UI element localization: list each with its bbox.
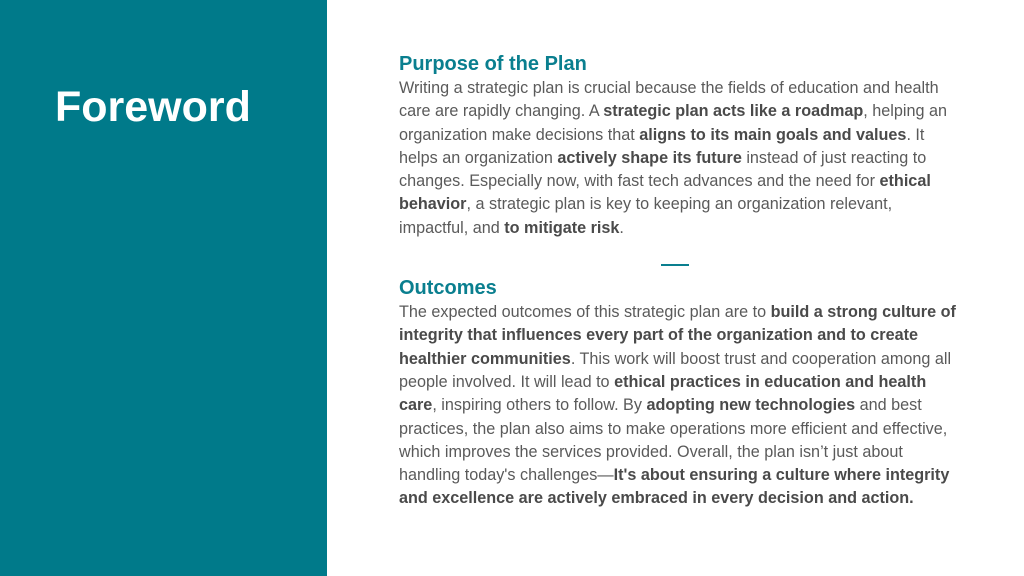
outcomes-section <box>399 276 959 511</box>
emphasis-text: strategic plan acts like a roadmap <box>603 102 864 121</box>
purpose-section <box>399 52 959 240</box>
section-divider <box>661 264 689 266</box>
body-text: . It helps an organization <box>399 125 925 167</box>
body-text: . <box>619 218 624 237</box>
body-text: and best practices, the plan also aims to make operations more efficient and effective, which improves the services provided. Overall, the plan isn’t just about handling today's challenges— <box>399 396 948 485</box>
body-text: . This work will boost trust and cooperation among all people involved. It will lead to <box>399 349 952 391</box>
slide-title: Foreword <box>55 83 251 131</box>
emphasis-text: aligns to its main goals and values <box>639 125 907 144</box>
body-text: instead of just reacting to changes. Especially now, with fast tech advances and the need for <box>399 148 927 191</box>
emphasis-text: adopting new technologies <box>646 396 856 415</box>
body-text: Writing a strategic plan is crucial because the fields of education and health care are rapidly changing. A <box>399 79 939 121</box>
emphasis-text: to mitigate risk <box>504 218 620 237</box>
emphasis-text: build a strong culture of integrity that influences every part of the organization and to create healthier communities <box>399 303 956 368</box>
body-text: , helping an organization make decisions that <box>399 102 948 144</box>
body-text: , inspiring others to follow. By <box>432 396 647 415</box>
left-color-panel <box>0 0 327 576</box>
body-text: The expected outcomes of this strategic plan are to <box>399 303 771 322</box>
outcomes-paragraph <box>399 301 959 511</box>
body-text: , a strategic plan is key to keeping an organization relevant, impactful, and <box>399 195 893 237</box>
content-area <box>399 52 959 511</box>
emphasis-text: It's about ensuring a culture where integrity and excellence are actively embraced in every decision and action. <box>399 466 950 508</box>
purpose-heading: Purpose of the Plan <box>399 53 587 75</box>
purpose-paragraph <box>399 77 959 240</box>
emphasis-text: ethical behavior <box>399 172 931 214</box>
outcomes-heading: Outcomes <box>399 277 497 300</box>
emphasis-text: actively shape its future <box>557 148 742 167</box>
emphasis-text: ethical practices in education and health care <box>399 372 927 415</box>
